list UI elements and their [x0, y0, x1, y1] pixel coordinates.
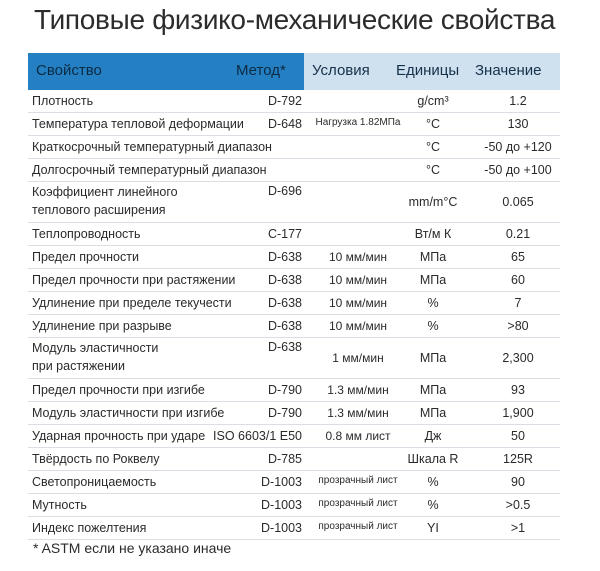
value-cell: 125R	[503, 452, 533, 466]
page-title: Типовые физико-механические свойства	[34, 4, 556, 35]
method-cell: D-1003	[261, 521, 302, 535]
table-row	[28, 113, 560, 136]
footnote: * ASTM если не указано иначе	[33, 540, 232, 556]
method-cell: ISO 6603/1 E50	[213, 429, 302, 443]
conditions-cell: прозрачный лист	[318, 475, 398, 486]
method-cell: D-638	[267, 319, 302, 333]
property-cell: Удлинение при пределе текучести	[32, 296, 232, 310]
units-cell: %	[427, 319, 439, 333]
conditions-cell: 10 мм/мин	[328, 273, 388, 287]
value-cell: -50 до +100	[484, 163, 552, 177]
conditions-cell: 10 мм/мин	[328, 319, 388, 333]
value-cell: 7	[514, 296, 522, 310]
property-cell: Светопроницаемость	[32, 475, 157, 489]
table-row	[28, 338, 560, 379]
units-cell: МПа	[419, 250, 447, 264]
value-cell: -50 до +120	[484, 140, 552, 154]
table-row	[28, 159, 560, 182]
table-row	[28, 223, 560, 246]
method-cell: D-638	[267, 296, 302, 310]
value-cell: 1,900	[502, 406, 534, 420]
table-row	[28, 315, 560, 338]
value-cell: 93	[511, 383, 525, 397]
conditions-cell: 1.3 мм/мин	[327, 406, 389, 420]
header-conditions: Условия	[312, 62, 370, 79]
property-cell: Предел прочности	[32, 250, 139, 264]
property-cell: Твёрдость по Роквелу	[32, 452, 160, 466]
table-row	[28, 448, 560, 471]
property-cell: Плотность	[32, 94, 94, 108]
property-cell: Индекс пожелтения	[32, 521, 147, 535]
conditions-cell: прозрачный лист	[318, 498, 398, 509]
table-row	[28, 90, 560, 113]
method-cell: D-638	[267, 273, 302, 287]
value-cell: 130	[507, 117, 529, 131]
header-value: Значение	[475, 62, 542, 79]
units-cell: °C	[425, 140, 441, 154]
property-cell: Коэффициент линейного	[32, 185, 178, 199]
method-cell: D-1003	[261, 498, 302, 512]
method-cell: D-648	[267, 117, 302, 131]
units-cell: °C	[425, 163, 441, 177]
units-cell: mm/m°C	[408, 195, 458, 209]
units-cell: %	[427, 296, 439, 310]
method-cell: D-792	[267, 94, 302, 108]
units-cell: Дж	[424, 429, 442, 443]
property-cell: Мутность	[32, 498, 87, 512]
table-header	[28, 53, 560, 90]
properties-table	[28, 53, 560, 540]
units-cell: Шкала R	[407, 452, 459, 466]
units-cell: YI	[427, 521, 439, 535]
property-cell: при растяжении	[32, 359, 126, 373]
method-cell: D-638	[267, 250, 302, 264]
value-cell: 90	[511, 475, 525, 489]
method-cell: D-785	[267, 452, 302, 466]
conditions-cell: 10 мм/мин	[328, 250, 388, 264]
property-cell: Предел прочности при изгибе	[32, 383, 205, 397]
header-units: Единицы	[396, 62, 460, 79]
value-cell: 65	[511, 250, 525, 264]
table-row	[28, 269, 560, 292]
method-cell: D-790	[267, 406, 302, 420]
method-cell: D-1003	[261, 475, 302, 489]
property-cell: Долгосрочный температурный диапазон	[32, 163, 267, 177]
table-row	[28, 494, 560, 517]
table-row	[28, 292, 560, 315]
method-cell: C-177	[267, 227, 302, 241]
header-method: Метод*	[236, 62, 286, 79]
units-cell: МПа	[419, 351, 447, 365]
conditions-cell: 1.3 мм/мин	[327, 383, 389, 397]
property-cell: Температура тепловой деформации	[32, 117, 244, 131]
property-cell: Предел прочности при растяжении	[32, 273, 236, 287]
table-row	[28, 136, 560, 159]
table-row	[28, 425, 560, 448]
value-cell: 50	[511, 429, 525, 443]
conditions-cell: Нагрузка 1.82МПа	[315, 117, 401, 128]
value-cell: 0.065	[502, 195, 534, 209]
table-row	[28, 182, 560, 223]
method-cell: D-696	[267, 184, 302, 198]
value-cell: 60	[511, 273, 525, 287]
units-cell: Вт/м К	[414, 227, 452, 241]
units-cell: МПа	[419, 406, 447, 420]
units-cell: %	[427, 475, 439, 489]
table-row	[28, 471, 560, 494]
method-cell: D-638	[267, 340, 302, 354]
table-row	[28, 246, 560, 269]
property-cell: теплового расширения	[32, 203, 166, 217]
value-cell: 1.2	[509, 94, 527, 108]
value-cell: 2,300	[502, 351, 534, 365]
value-cell: >1	[510, 521, 526, 535]
property-cell: Удлинение при разрыве	[32, 319, 172, 333]
conditions-cell: 10 мм/мин	[328, 296, 388, 310]
header-property: Свойство	[36, 62, 102, 79]
conditions-cell: 0.8 мм лист	[325, 429, 391, 443]
conditions-cell: 1 мм/мин	[332, 351, 384, 365]
property-cell: Краткосрочный температурный диапазон	[32, 140, 272, 154]
table-row	[28, 517, 560, 540]
units-cell: МПа	[419, 383, 447, 397]
property-cell: Ударная прочность при ударе	[32, 429, 206, 443]
table-row	[28, 402, 560, 425]
value-cell: >0.5	[505, 498, 531, 512]
property-cell: Модуль эластичности	[32, 341, 159, 355]
table-body	[28, 90, 560, 540]
conditions-cell: прозрачный лист	[318, 521, 398, 532]
units-cell: g/cm³	[417, 94, 449, 108]
property-cell: Теплопроводность	[32, 227, 141, 241]
value-cell: 0.21	[505, 227, 531, 241]
method-cell: D-790	[267, 383, 302, 397]
value-cell: >80	[507, 319, 529, 333]
units-cell: МПа	[419, 273, 447, 287]
units-cell: °C	[425, 117, 441, 131]
property-cell: Модуль эластичности при изгибе	[32, 406, 225, 420]
units-cell: %	[427, 498, 439, 512]
table-row	[28, 379, 560, 402]
